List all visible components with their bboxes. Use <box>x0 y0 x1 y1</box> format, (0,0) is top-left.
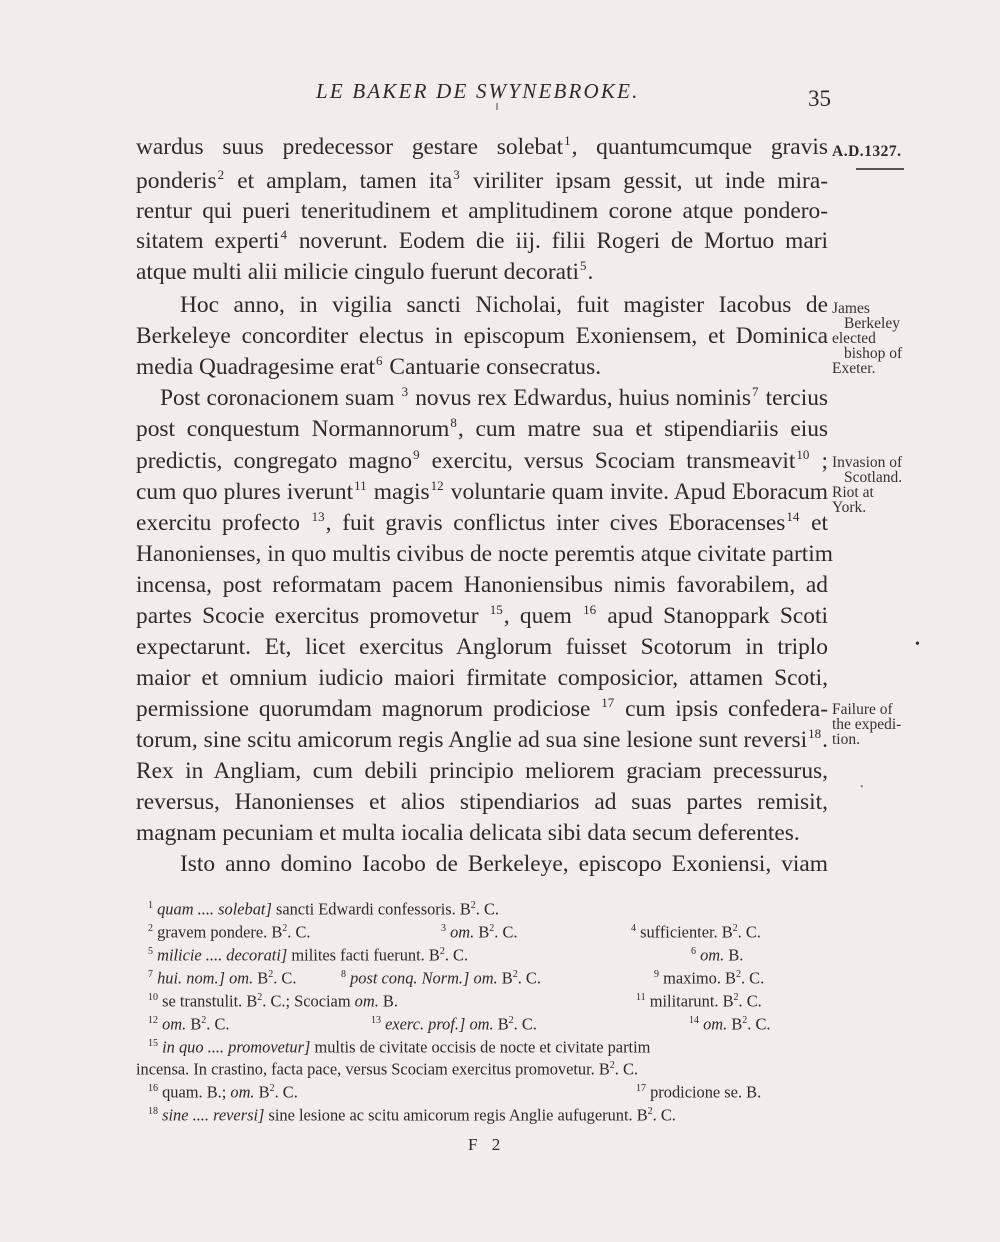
text-line: incensa, post reformatam pacem Hanoniensibus nimis favorabilem, ad <box>136 572 828 598</box>
footnote-row: $^{16}$ quam. B.; om. $B^2$. C. $^{17}$ prodicione se. B. <box>148 1082 762 1102</box>
footnote-row: incensa. In crastino, facta pace, versus Scociam exercitus promovetur. $B^2$. C. <box>136 1059 639 1079</box>
text-line: permissione quorumdam magnorum prodiciose $^{17}$ cum ipsis confedera- <box>136 695 828 722</box>
signature-mark: F 2 <box>468 1135 506 1154</box>
page-number: 35 <box>808 86 831 111</box>
text-line: Hoc anno, in vigilia sancti Nicholai, fuit magister Iacobus de <box>180 292 828 318</box>
text-line: predictis, congregato magno$^9$ exercitu, versus Scociam transmeavit$^{10}$ ; <box>136 447 828 474</box>
footnote-row: $^5$ milicie .... decorati] milites facti fuerunt. $B^2$. C. $^6$ om. B. <box>148 945 744 965</box>
text-line: post conquestum Normannorum$^8$, cum matre sua et stipendiariis eius <box>136 415 828 442</box>
footnote-row: $^7$ hui. nom.] om. $B^2$. C. $^8$ post conq. Norm.] om. $B^2$. C. $^9$ maximo. $B^2$. C. <box>148 968 765 988</box>
text-line: atque multi alii milicie cingulo fuerunt decorati$^5$. <box>136 258 594 285</box>
text-line: wardus suus predecessor gestare solebat$^1$, quantumcumque gravis <box>136 133 828 160</box>
speck: • <box>860 782 864 793</box>
sidenote-rule <box>856 168 904 170</box>
margin-mark <box>496 103 498 110</box>
text-line: media Quadragesime erat$^6$ Cantuarie consecratus. <box>136 353 602 380</box>
footnote-row: $^{18}$ sine .... reversi] sine lesione ac scitu amicorum regis Anglie aufugerunt. $B^2$. C. <box>148 1105 676 1125</box>
sidenote-james-berkeley: James Berkeley elected bishop of Exeter. <box>832 300 903 377</box>
sidenote-invasion: Invasion of Scotland. Riot at York. <box>832 454 903 516</box>
text-line: reversus, Hanonienses et alios stipendiarios ad suas partes remisit, <box>136 789 828 815</box>
text-line: magnam pecuniam et multa iocalia delicata sibi data secum deferentes. <box>136 820 800 846</box>
text-line: Post coronacionem suam $^3$ novus rex Edwardus, huius nominis$^7$ tercius <box>160 384 828 411</box>
footnote-row: $^{10}$ se transtulit. $B^2$. C.; Scociam om. B. $^{11}$ militarunt. $B^2$. C. <box>148 991 762 1011</box>
sidenote-date: A.D.1327. <box>832 143 902 160</box>
text-line: Hanonienses, in quo multis civibus de nocte peremtis atque civitate partim <box>136 541 834 567</box>
text-line: partes Scocie exercitus promovetur $^{15}$, quem $^{16}$ apud Stanoppark Scoti <box>136 602 829 629</box>
footnote-row: $^{15}$ in quo .... promovetur] multis de civitate occisis de nocte et civitate partim <box>148 1037 651 1057</box>
footnote-row: $^{12}$ om. $B^2$. C. $^{13}$ exerc. prof.] om. $B^2$. C. $^{14}$ om. $B^2$. C. <box>148 1014 771 1034</box>
sidenote-failure: Failure of the expedi- tion. <box>832 701 902 748</box>
text-line: cum quo plures iverunt$^{11}$ magis$^{12}$ voluntarie quam invite. Apud Eboracum <box>136 478 828 505</box>
text-line: sitatem experti$^4$ noverunt. Eodem die iij. filii Rogeri de Mortuo mari <box>136 227 828 254</box>
text-line: Rex in Angliam, cum debili principio meliorem graciam precessurus, <box>136 758 828 784</box>
text-line: rentur qui pueri teneritudinem et amplitudinem corone atque pondero- <box>136 198 828 224</box>
text-line: Isto anno domino Iacobo de Berkeleye, episcopo Exoniensi, viam <box>180 851 828 877</box>
text-line: torum, sine scitu amicorum regis Anglie ad sua sine lesione sunt reversi$^{18}$. <box>136 726 828 753</box>
text-line: expectarunt. Et, licet exercitus Anglorum fuisset Scotorum in triplo <box>136 634 828 660</box>
footnote-row: $^2$ gravem pondere. $B^2$. C. $^3$ om. $B^2$. C. $^4$ sufficienter. $B^2$. C. <box>148 922 761 942</box>
text-line: ponderis$^2$ et amplam, tamen ita$^3$ viriliter ipsam gessit, ut inde mira- <box>136 167 828 194</box>
text-line: exercitu profecto $^{13}$, fuit gravis conflictus inter cives Eboracenses$^{14}$ et <box>136 509 829 536</box>
footnote-row: $^1$ quam .... solebat] sancti Edwardi confessoris. $B^2$. C. <box>148 899 500 919</box>
text-line: Berkeleye concorditer electus in episcopum Exoniensem, et Dominica <box>136 323 828 349</box>
running-head: LE BAKER DE SWYNEBROKE. <box>316 79 640 103</box>
text-line: maior et omnium iudicio maiori firmitate composicior, attamen Scoti, <box>136 665 828 691</box>
speck: • <box>915 637 920 652</box>
